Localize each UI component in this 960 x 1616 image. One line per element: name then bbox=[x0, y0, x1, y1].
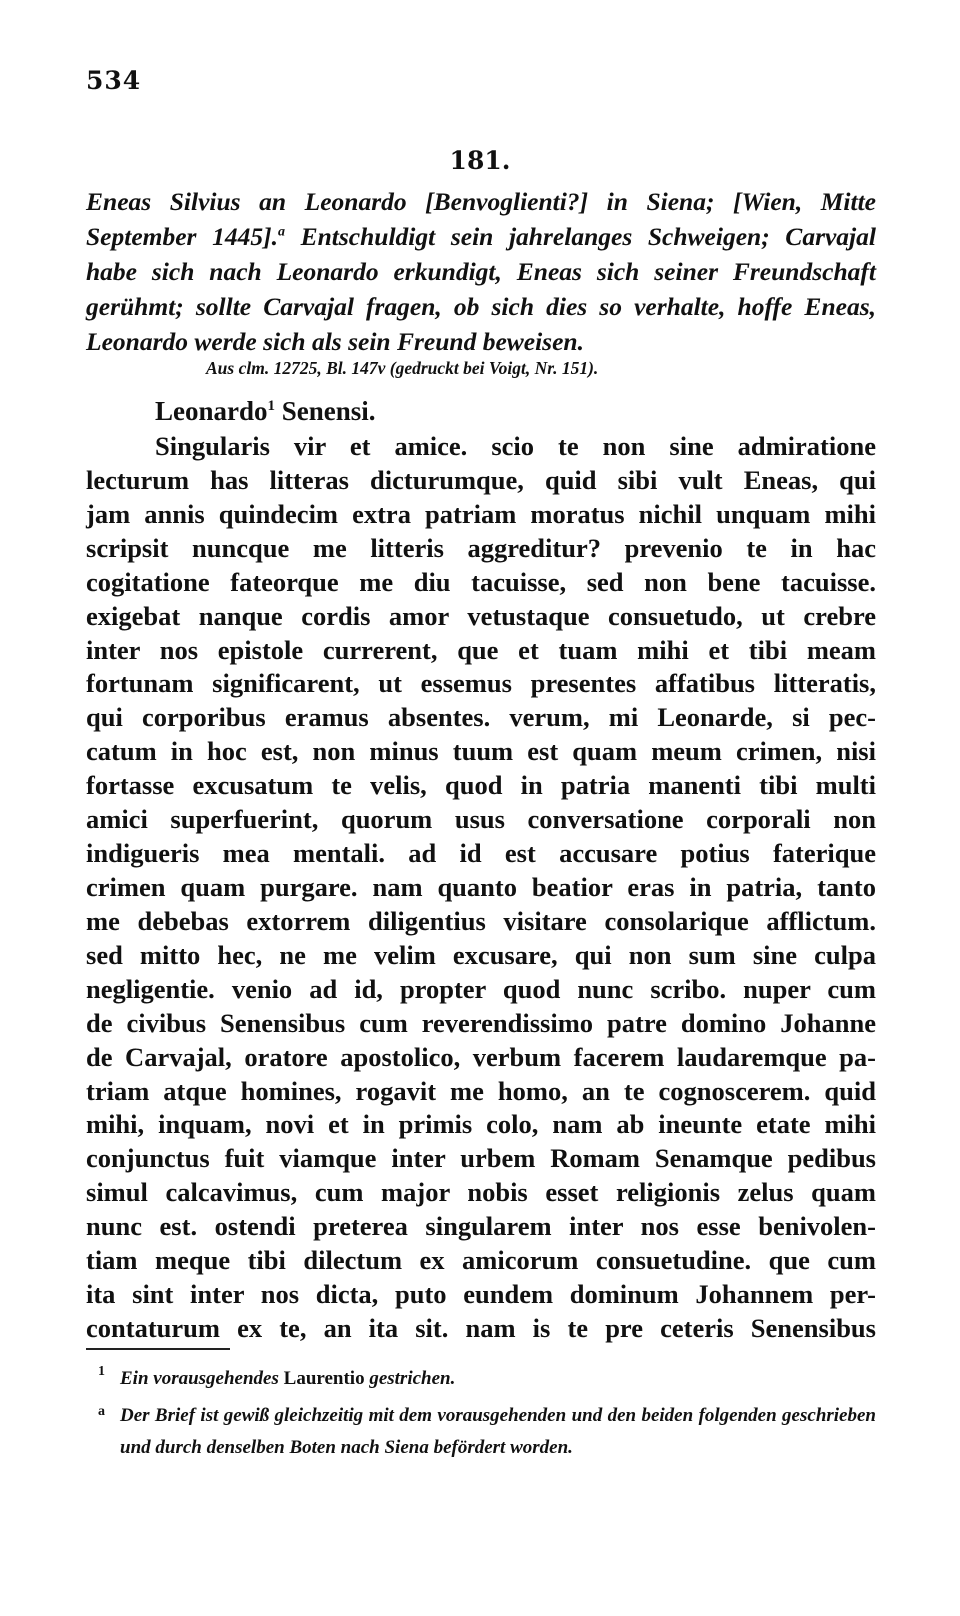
letter-line: Singularis vir et amice. scio te non sine admiratione bbox=[155, 431, 876, 461]
footnote-a bbox=[98, 1400, 876, 1464]
page-number: 534 bbox=[86, 66, 142, 95]
letter-line: triam atque homines, rogavit me homo, an te cognoscerem. quid bbox=[86, 1075, 876, 1106]
letter-line: jam annis quindecim extra patriam moratus nichil unquam mihi bbox=[86, 498, 876, 529]
footnote-1 bbox=[98, 1364, 876, 1390]
letter-line: qui corporibus eramus absentes. verum, mi Leonarde, si pec- bbox=[86, 702, 876, 733]
letter-line: tiam meque tibi dilectum ex amicorum consuetudine. que cum bbox=[86, 1245, 876, 1276]
letter-line: mihi, inquam, novi et in primis colo, nam ab ineunte etate mihi bbox=[86, 1109, 876, 1140]
address-footnote-mark: 1 bbox=[267, 398, 276, 414]
footnote-1-italic-tail: gestrichen. bbox=[369, 1368, 456, 1389]
address-rest: Senensi. bbox=[275, 396, 376, 426]
letter-line: exigebat nanque cordis amor vetustaque consuetudo, ut crebre bbox=[86, 600, 876, 631]
letter-line: de Carvajal, oratore apostolico, verbum facerem laudaremque pa- bbox=[86, 1041, 876, 1072]
letter-line: contaturum ex te, an ita sit. nam is te pre ceteris Senensibus bbox=[86, 1312, 876, 1343]
address-name: Leonardo bbox=[155, 396, 268, 426]
letter-line: fortunam significarent, ut essemus presentes affatibus litteratis, bbox=[86, 668, 876, 699]
footnote-1-mark: 1 bbox=[98, 1364, 105, 1379]
summary-text: Eneas Silvius an Leonardo [Benvoglienti?] in Siena; [Wien, Mitte September 1445]. bbox=[86, 187, 876, 251]
letter-body bbox=[86, 430, 876, 1346]
letter-line: simul calcavimus, cum major nobis esset religionis zelus quam bbox=[86, 1177, 876, 1208]
letter-line: sed mitto hec, ne me velim excusare, qui non sum sine culpa bbox=[86, 939, 876, 970]
letter-line: fortasse excusatum te velis, quod in patria manenti tibi multi bbox=[86, 770, 876, 801]
letter-line: negligentie. venio ad id, propter quod nunc scribo. nuper cum bbox=[86, 973, 876, 1004]
letter-line: conjunctus fuit viamque inter urbem Romam Senamque pedibus bbox=[86, 1143, 876, 1174]
summary-footnote-mark: a bbox=[277, 224, 285, 240]
letter-line: inter nos epistole currerent, que et tuam mihi et tibi meam bbox=[86, 634, 876, 665]
letter-line: catum in hoc est, non minus tuum est quam meum crimen, nisi bbox=[86, 736, 876, 767]
letter-line: nunc est. ostendi preterea singularem inter nos esse benivolen- bbox=[86, 1211, 876, 1242]
footnote-1-italic-lead: Ein vorausgehendes bbox=[120, 1368, 279, 1389]
letter-line: cogitatione fateorque me diu tacuisse, sed non bene tacuisse. bbox=[86, 566, 876, 597]
summary-text-continued: Entschuldigt sein jahrelanges Schweigen; Carvajal habe sich nach Leonardo erkundigt, Eneas sich seiner Freundschaft gerühmt; sollte Carvajal fragen, ob sich dies so verhalte, hoffe Eneas, Leonardo werde sich als sein Freund beweisen. bbox=[86, 222, 876, 356]
letter-line: me debebas extorrem diligentius visitare consolarique afflictum. bbox=[86, 905, 876, 936]
footnote-rule bbox=[86, 1348, 230, 1350]
footnote-a-mark: a bbox=[98, 1404, 105, 1419]
footnote-a-text: Der Brief ist gewiß gleichzeitig mit dem vorausgehenden und den beiden folgenden geschrieben und durch denselben Boten nach Siena befördert worden. bbox=[120, 1405, 876, 1458]
letter-summary bbox=[86, 184, 876, 359]
footnote-1-plain: Laurentio bbox=[278, 1368, 370, 1389]
letter-line: amici superfuerint, quorum usus conversatione corporali non bbox=[86, 804, 876, 835]
letter-line: crimen quam purgare. nam quanto beatior eras in patria, tanto bbox=[86, 871, 876, 902]
letter-line: indigueris mea mentali. ad id est accusare potius faterique bbox=[86, 838, 876, 869]
document-number: 181. bbox=[449, 146, 511, 175]
letter-line: lecturum has litteras dicturumque, quid sibi vult Eneas, qui bbox=[86, 464, 876, 495]
letter-line: scripsit nuncque me litteris aggreditur? prevenio te in hac bbox=[86, 532, 876, 563]
letter-line: ita sint inter nos dicta, puto eundem dominum Johannem per- bbox=[86, 1279, 876, 1310]
letter-address bbox=[155, 396, 376, 427]
source-note: Aus clm. 12725, Bl. 147v (gedruckt bei Voigt, Nr. 151). bbox=[206, 358, 599, 378]
letter-line: de civibus Senensibus cum reverendissimo patre domino Johanne bbox=[86, 1007, 876, 1038]
